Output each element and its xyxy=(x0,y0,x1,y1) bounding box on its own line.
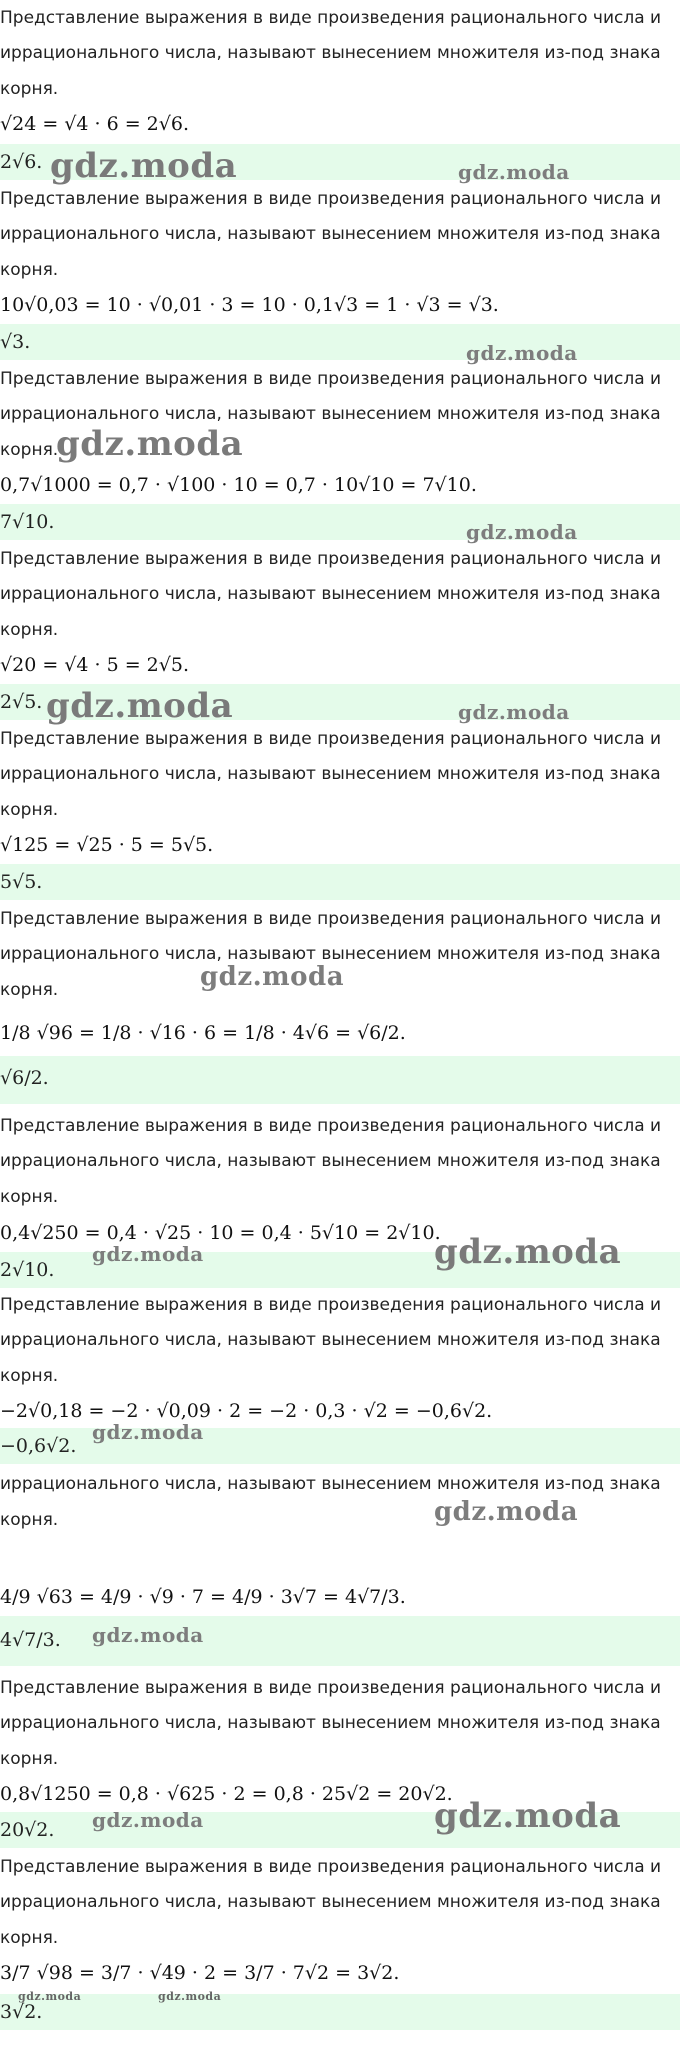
intro-line-3: корня. xyxy=(0,260,59,280)
watermark: gdz.moda xyxy=(46,686,234,726)
intro-line-3: корня. xyxy=(0,620,59,640)
watermark: gdz.moda xyxy=(466,341,578,365)
equation: −2√0,18 = −2 · √0,09 · 2 = −2 · 0,3 · √2 = −0,6√2. xyxy=(0,1400,493,1422)
answer: 2√10. xyxy=(0,1259,55,1281)
answer: 4√7/3. xyxy=(0,1629,61,1651)
answer: √6/2. xyxy=(0,1067,49,1089)
intro-line-2: иррационального числа, называют вынесением множителя из-под знака xyxy=(0,404,661,424)
intro-line-3: корня. xyxy=(0,980,59,1000)
intro-line-1: Представление выражения в виде произведения рационального числа и xyxy=(0,729,662,749)
intro-line-1: Представление выражения в виде произведения рационального числа и xyxy=(0,1678,662,1698)
watermark: gdz.moda xyxy=(92,1808,204,1832)
intro-line-2: иррационального числа, называют вынесением множителя из-под знака xyxy=(0,43,661,63)
answer: 2√5. xyxy=(0,691,43,713)
intro-line-3: корня. xyxy=(0,440,59,460)
equation: 4/9 √63 = 4/9 · √9 · 7 = 4/9 · 3√7 = 4√7/3. xyxy=(0,1586,406,1608)
answer: √3. xyxy=(0,331,31,353)
intro-line-3: корня. xyxy=(0,800,59,820)
intro-line-1: Представление выражения в виде произведения рационального числа и xyxy=(0,189,662,209)
answer-row xyxy=(0,504,680,540)
intro-line-3: корня. xyxy=(0,1928,59,1948)
watermark: gdz.moda xyxy=(434,1232,622,1272)
intro-line-1: Представление выражения в виде произведения рационального числа и xyxy=(0,909,662,929)
equation: 0,8√1250 = 0,8 · √625 · 2 = 0,8 · 25√2 = 20√2. xyxy=(0,1783,453,1805)
watermark: gdz.moda xyxy=(92,1420,204,1444)
answer-row xyxy=(0,1994,680,2030)
answer: −0,6√2. xyxy=(0,1435,77,1457)
watermark: gdz.moda xyxy=(434,1796,622,1836)
answer: 3√2. xyxy=(0,2001,43,2023)
intro-line-3: корня. xyxy=(0,1366,59,1386)
intro-line-1: Представление выражения в виде произведения рационального числа и xyxy=(0,549,662,569)
intro-line-2: иррационального числа, называют вынесением множителя из-под знака xyxy=(0,1474,661,1494)
intro-line-1: Представление выражения в виде произведения рационального числа и xyxy=(0,8,662,28)
watermark: gdz.moda xyxy=(56,424,244,464)
answer-row xyxy=(0,864,680,900)
watermark: gdz.moda xyxy=(92,1242,204,1266)
intro-line-1: Представление выражения в виде произведения рационального числа и xyxy=(0,1116,662,1136)
intro-line-3: корня. xyxy=(0,1510,59,1530)
watermark: gdz.moda xyxy=(158,1990,222,2003)
intro-line-3: корня. xyxy=(0,1187,59,1207)
intro-line-2: иррационального числа, называют вынесением множителя из-под знака xyxy=(0,224,661,244)
intro-line-3: корня. xyxy=(0,1749,59,1769)
intro-line-2: иррационального числа, называют вынесением множителя из-под знака xyxy=(0,584,661,604)
watermark: gdz.moda xyxy=(466,520,578,544)
intro-line-2: иррационального числа, называют вынесением множителя из-под знака xyxy=(0,1330,661,1350)
answer-row xyxy=(0,324,680,360)
watermark: gdz.moda xyxy=(458,700,570,724)
equation: 1/8 √96 = 1/8 · √16 · 6 = 1/8 · 4√6 = √6/2. xyxy=(0,1022,406,1044)
answer: 7√10. xyxy=(0,511,55,533)
equation: 10√0,03 = 10 · √0,01 · 3 = 10 · 0,1√3 = 1 · √3 = √3. xyxy=(0,294,499,316)
equation: √24 = √4 · 6 = 2√6. xyxy=(0,113,190,135)
answer-row xyxy=(0,1056,680,1104)
answer: 2√6. xyxy=(0,151,43,173)
equation: √125 = √25 · 5 = 5√5. xyxy=(0,834,214,856)
equation: 0,4√250 = 0,4 · √25 · 10 = 0,4 · 5√10 = 2√10. xyxy=(0,1222,441,1244)
intro-line-1: Представление выражения в виде произведения рационального числа и xyxy=(0,1295,662,1315)
answer: 20√2. xyxy=(0,1819,55,1841)
watermark: gdz.moda xyxy=(200,962,345,992)
watermark: gdz.moda xyxy=(50,146,238,186)
intro-line-2: иррационального числа, называют вынесением множителя из-под знака xyxy=(0,1713,661,1733)
intro-line-2: иррационального числа, называют вынесением множителя из-под знака xyxy=(0,944,661,964)
equation: 0,7√1000 = 0,7 · √100 · 10 = 0,7 · 10√10 = 7√10. xyxy=(0,474,477,496)
intro-line-2: иррационального числа, называют вынесением множителя из-под знака xyxy=(0,1151,661,1171)
equation: 3/7 √98 = 3/7 · √49 · 2 = 3/7 · 7√2 = 3√2. xyxy=(0,1962,400,1984)
intro-line-1: Представление выражения в виде произведения рационального числа и xyxy=(0,369,662,389)
watermark: gdz.moda xyxy=(434,1497,579,1527)
intro-line-2: иррационального числа, называют вынесением множителя из-под знака xyxy=(0,1892,661,1912)
answer: 5√5. xyxy=(0,871,43,893)
watermark: gdz.moda xyxy=(92,1623,204,1647)
intro-line-1: Представление выражения в виде произведения рационального числа и xyxy=(0,1857,662,1877)
watermark: gdz.moda xyxy=(458,160,570,184)
equation: √20 = √4 · 5 = 2√5. xyxy=(0,654,190,676)
intro-line-3: корня. xyxy=(0,79,59,99)
intro-line-2: иррационального числа, называют вынесением множителя из-под знака xyxy=(0,764,661,784)
watermark: gdz.moda xyxy=(18,1990,82,2003)
